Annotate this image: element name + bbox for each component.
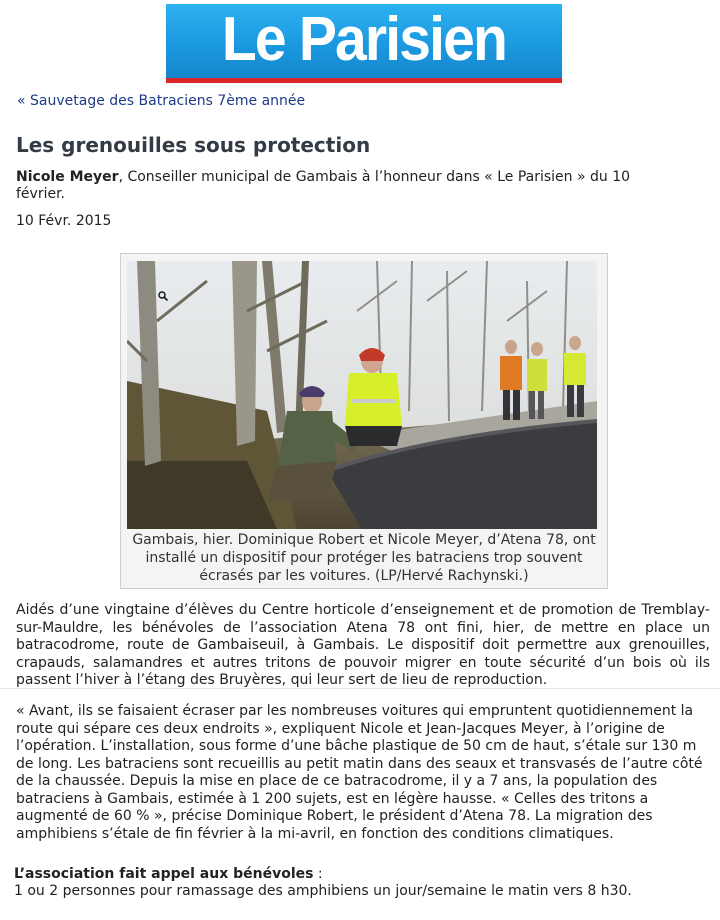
section-divider (0, 688, 720, 689)
appeal-heading-line (14, 866, 323, 883)
logo-background (166, 4, 562, 78)
photo-caption: Gambais, hier. Dominique Robert et Nicole Meyer, d’Atena 78, ont installé un dispositif pour protéger les batraciens trop souvent écrasés par les voitures. (LP/Hervé Rachynski.) (132, 532, 596, 584)
logo-underline (166, 78, 562, 83)
article-paragraph-1: Aidés d’une vingtaine d’élèves du Centre horticole d’enseignement et de promotion de Tremblay-sur-Mauldre, les bénévoles de l’association Atena 78 ont fini, hier, de mettre en place un batracodrome, route de Gambaiseuil, à Gambais. Le dispositif doit permettre aux grenouilles, crapauds, salamandres et autres tritons de pouvoir migrer en toute sécurité d’un bois où ils passent l’hiver à l’étang des Bruyères, qui leur sert de lieu de reproduction. (16, 602, 710, 688)
photo-illustration (127, 261, 597, 529)
article-title: Les grenouilles sous protection (16, 133, 371, 157)
le-parisien-logo (166, 4, 566, 86)
photo-figure (120, 253, 608, 589)
zoom-icon[interactable] (158, 291, 168, 301)
article-paragraph-2: « Avant, ils se faisaient écraser par les nombreuses voitures qui empruntent quotidiennement la route qui sépare ces deux endroits », expliquent Nicole et Jean-Jacques Meyer, à l’origine de l’opération. L’installation, sous forme d’une bâche plastique de 50 cm de haut, s’étale sur 130 m de long. Les batraciens sont recueillis au petit matin dans des seaux et transvasés de l’autre côté de la chaussée. Depuis la mise en place de ce batracodrome, il y a 7 ans, la population des batraciens à Gambais, estimée à 1 200 sujets, est en légère hausse. « Celles des tritons a augmenté de 60 % », précise Dominique Robert, le président d’Atena 78. La migration des amphibiens s’étale de fin février à la mi-avril, en fonction des conditions climatiques. (16, 703, 703, 842)
article-date: 10 Févr. 2015 (16, 213, 112, 229)
appeal-text: 1 ou 2 personnes pour ramassage des amphibiens un jour/semaine le matin vers 8 h30. (14, 883, 632, 899)
breadcrumb-back-link[interactable]: « Sauvetage des Batraciens 7ème année (17, 93, 306, 109)
author-name: Nicole Meyer (16, 169, 119, 185)
logo-text: Le Parisien (221, 5, 507, 74)
appeal-colon: : (313, 866, 323, 882)
appeal-heading: L’association fait appel aux bénévoles (14, 866, 314, 882)
article-intro (16, 169, 676, 203)
article-photo[interactable] (127, 261, 597, 529)
author-description: , Conseiller municipal de Gambais à l’honneur dans « Le Parisien » du 10 février. (16, 169, 631, 202)
